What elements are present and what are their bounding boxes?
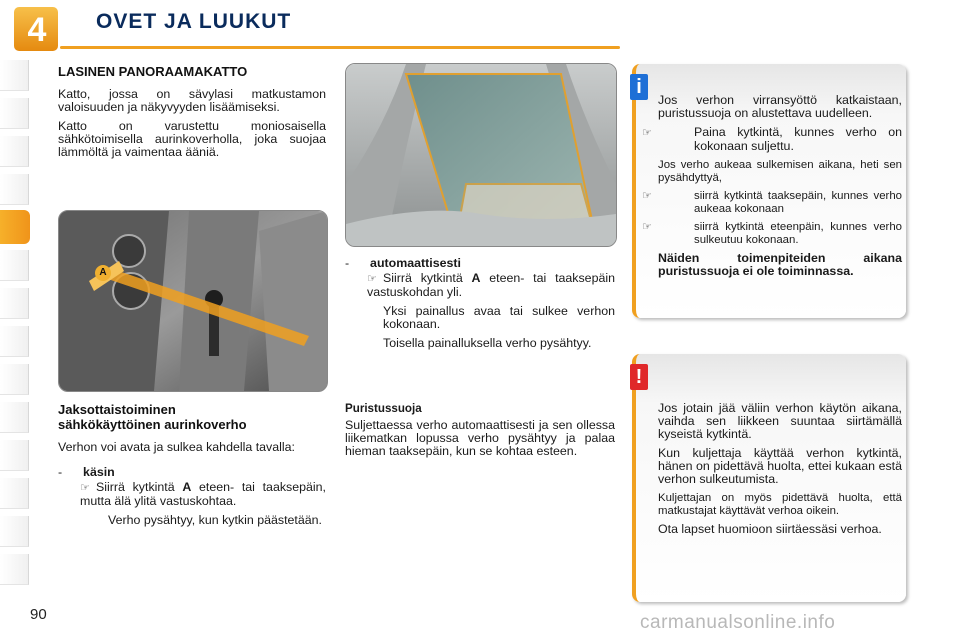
switch-reference: A — [471, 271, 481, 285]
chapter-tab[interactable] — [0, 60, 29, 91]
chapter-tab-strip — [0, 60, 32, 580]
chapter-number: 4 — [27, 11, 47, 49]
section-title-line: Jaksottaistoiminen — [58, 402, 176, 417]
auto-text-3: Toisella painalluksella verho pysähtyy. — [383, 336, 592, 350]
switch-reference: A — [182, 480, 192, 494]
pointer-icon: ☞ — [642, 127, 652, 139]
automatic-label: automaattisesti — [370, 256, 461, 270]
chapter-tab[interactable] — [0, 478, 29, 509]
header-underline — [60, 46, 620, 49]
warning-text: Kuljettajan on myös pidettävä huolta, että matkustajat käyttävät verhoa oikein. — [658, 492, 902, 517]
panoramic-roof-illustration — [346, 64, 616, 246]
chapter-tab[interactable] — [0, 136, 29, 167]
chapter-tab[interactable] — [0, 326, 29, 357]
info-bold-note: Näiden toimenpiteiden aikana puristussuoja ei ole toiminnassa. — [658, 251, 902, 278]
intro-paragraph: Katto, jossa on sävylasi matkustamon valoisuuden ja näkyvyyden lisäämiseksi. — [58, 87, 326, 114]
info-text: Jos verho aukeaa sulkemisen aikana, heti sen pysähdyttyä, — [658, 159, 902, 184]
watermark: carmanualsonline.info — [640, 612, 836, 633]
warning-box-content — [658, 402, 902, 542]
info-bullet: siirrä kytkintä eteenpäin, kunnes verho sulkeutuu kokonaan. — [694, 221, 902, 246]
switch-a-marker: A — [95, 265, 111, 281]
chapter-tab[interactable] — [0, 554, 29, 585]
intro-paragraph: Katto on varustettu moniosaisella sähkötoimisella aurinkoverholla, joka suojaa lämmöltä ja vaimentaa ääniä. — [58, 119, 326, 159]
auto-text: Siirrä kytkintä — [383, 271, 472, 285]
pointer-icon: ☞ — [367, 273, 377, 285]
chapter-tab[interactable] — [0, 288, 29, 319]
chapter-tab[interactable] — [0, 174, 29, 205]
warning-text: Jos jotain jää väliin verhon käytön aikana, vaihda sen liikkeen suuntaa siirtämällä kyseistä kytkintä. — [658, 401, 902, 441]
chapter-tab-active[interactable] — [0, 210, 30, 244]
switch-location-image — [58, 210, 328, 392]
pinch-paragraph: Suljettaessa verho automaattisesti ja sen ollessa liikematkan lopussa verho pysähtyy ja palaa hieman taaksepäin, kun se kohtaa esteen. — [345, 418, 615, 458]
chapter-tab[interactable] — [0, 516, 29, 547]
warning-box — [632, 354, 906, 602]
dash: - — [58, 465, 63, 479]
auto-text: eteen- tai taaksepäin vastuskohdan yli. — [367, 271, 615, 299]
warning-icon: ! — [630, 364, 648, 390]
page-title: OVET JA LUUKUT — [96, 10, 292, 33]
page-number: 90 — [30, 606, 47, 623]
roof-image — [345, 63, 617, 247]
section-title-line: sähkökäyttöinen aurinkoverho — [58, 417, 247, 432]
warning-text: Ota lapset huomioon siirtäessäsi verhoa. — [658, 522, 882, 536]
info-bullet: Paina kytkintä, kunnes verho on kokonaan suljettu. — [694, 125, 902, 153]
warning-text: Kun kuljettaja käyttää verhon kytkintä, hänen on pidettävä huolta, ettei kukaan estä verhon sulkeutumista. — [658, 446, 902, 486]
dash: - — [345, 256, 350, 270]
chapter-tab[interactable] — [0, 440, 29, 471]
pointer-icon: ☞ — [80, 482, 90, 494]
info-icon: i — [630, 74, 648, 100]
pinch-title: Puristussuoja — [345, 402, 422, 415]
manual-text: Siirrä kytkintä — [96, 480, 183, 494]
chapter-tab[interactable] — [0, 250, 29, 281]
info-box — [632, 64, 906, 318]
info-box-content — [642, 93, 902, 284]
manual-text-2: Verho pysähtyy, kun kytkin päästetään. — [108, 513, 322, 527]
operation-text — [58, 441, 326, 533]
pointer-icon: ☞ — [642, 221, 652, 233]
car-interior-illustration — [59, 211, 327, 391]
manual-label: käsin — [83, 465, 115, 479]
chapter-tab[interactable] — [0, 364, 29, 395]
intro-text — [58, 88, 326, 165]
pointer-icon: ☞ — [642, 190, 652, 202]
chapter-tab[interactable] — [0, 402, 29, 433]
auto-text-2: Yksi painallus avaa tai sulkee verhon kokonaan. — [383, 304, 615, 331]
automatic-operation-text — [345, 257, 615, 356]
info-text: Jos verhon virransyöttö katkaistaan, puristussuoja on alustettava uudelleen. — [658, 93, 902, 120]
pinch-protection-text — [345, 402, 615, 464]
operation-intro: Verhon voi avata ja sulkea kahdella tavalla: — [58, 440, 295, 454]
section-title-panoramic-roof: LASINEN PANORAAMAKATTO — [58, 64, 248, 79]
section-title-sunblind — [58, 402, 328, 432]
info-bullet: siirrä kytkintä taaksepäin, kunnes verho aukeaa kokonaan — [694, 190, 902, 215]
chapter-tab[interactable] — [0, 98, 29, 129]
manual-text: eteen- tai taaksepäin, mutta älä ylitä vastuskohtaa. — [80, 480, 326, 508]
